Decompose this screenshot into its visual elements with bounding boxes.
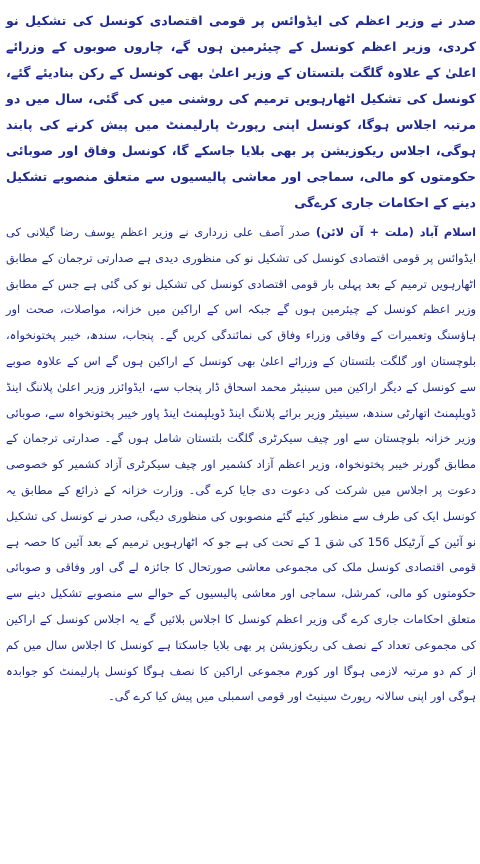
- article-headline: صدر نے وزیر اعظم کی ایڈوائس پر قومی اقتصادی کونسل کی تشکیل نو کردی، وزیر اعظم کونسل کے چیئرمین ہوں گے، چاروں صوبوں کے وزرائے اعلیٰ کے علاوہ گلگت بلتستان کے وزیر اعلیٰ بھی کونسل کے رکن بنادیئے گئے، کونسل کی تشکیل اٹھارہویں ترمیم کی روشنی میں کی گئی، سال میں دو مرتبہ اجلاس ہوگا، کونسل اپنی رپورٹ پارلیمنٹ میں پیش کرنے کی پابند ہوگی، اجلاس ریکوزیشن پر بھی بلایا جاسکے گا، کونسل وفاق اور صوبائی حکومتوں کو مالی، سماجی اور معاشی پالیسیوں سے متعلق منصوبے تشکیل دینے کے احکامات جاری کرےگی: [6, 13, 476, 210]
- article-body-text: صدر آصف علی زرداری نے وزیر اعظم یوسف رضا گیلانی کی ایڈوائس پر قومی اقتصادی کونسل کی تشکیل نو کی منظوری دیدی ہے صدارتی ترجمان کے مطابق اٹھارہویں ترمیم کے بعد پہلی بار قومی اقتصادی کونسل کی تشکیل نو کی گئی ہے جس کے مطابق وزیر اعظم کونسل کے چیئرمین ہوں گے جبکہ اس کے اراکین میں خزانہ، مواصلات، صحت اور ہاؤسنگ وتعمیرات کے وفاقی وزراء وفاق کی نمائندگی کریں گے۔ پنجاب، سندھ، خیبر پختونخواہ، بلوچستان اور گلگت بلتستان کے وزرائے اعلیٰ بھی کونسل کے اراکین ہوں گے اس کے علاوہ صوبے سے کونسل کے دیگر اراکین میں سینیٹر محمد اسحاق ڈار پنجاب سے، ایڈوائزر وزیر اعلیٰ پلاننگ اینڈ ڈویلپمنٹ اتھارٹی سندھ، سینیٹر وزیر برائے پلاننگ اینڈ ڈویلپمنٹ اینڈ پاور خیبر پختونخواہ سے، صوبائی وزیر خزانہ بلوچستان سے اور چیف سیکرٹری گلگت بلتستان شامل ہوں گے۔ صدارتی ترجمان کے مطابق گورنر خیبر پختونخواہ، وزیر اعظم آزاد کشمیر اور چیف سیکرٹری آزاد کشمیر کو خصوصی دعوت پر اجلاس میں شرکت کی دعوت دی جایا کرے گی۔ وزارت خزانہ کے ذرائع کے مطابق یہ کونسل ایک کی طرف سے منظور کیئے گئے منصوبوں کی منظوری دیگی، صدر نے کونسل کی تشکیل نو آئین کے آرٹیکل 156 کی شق 1 کے تحت کی ہے جو کہ اٹھارہویں ترمیم کے بعد آئین کا حصہ ہے قومی اقتصادی کونسل ملک کی مجموعی معاشی صورتحال کا جائزہ لے گی اور وفاقی و صوبائی حکومتوں کو مالی، کمرشل، سماجی اور معاشی پالیسیوں کے حوالے سے منصوبے تشکیل دینے سے متعلق احکامات جاری کرے گی وزیر اعظم کونسل کا اجلاس بلائیں گے یہ اجلاس کونسل کے اراکین کی مجموعی تعداد کے نصف کی ریکوزیشن پر بھی بلایا جاسکتا ہے کونسل کا اجلاس سال میں کم از کم دو مرتبہ لازمی ہوگا اور کورم مجموعی اراکین کا نصف ہوگا کونسل پارلیمنٹ کو جوابدہ ہوگی اور اپنی سالانہ رپورٹ سینیٹ اور قومی اسمبلی میں پیش کیا کرے گی۔: [6, 225, 476, 704]
- article-body: [6, 220, 476, 710]
- article-dateline: اسلام آباد (ملت + آن لائن): [315, 225, 476, 239]
- news-article: [6, 8, 476, 710]
